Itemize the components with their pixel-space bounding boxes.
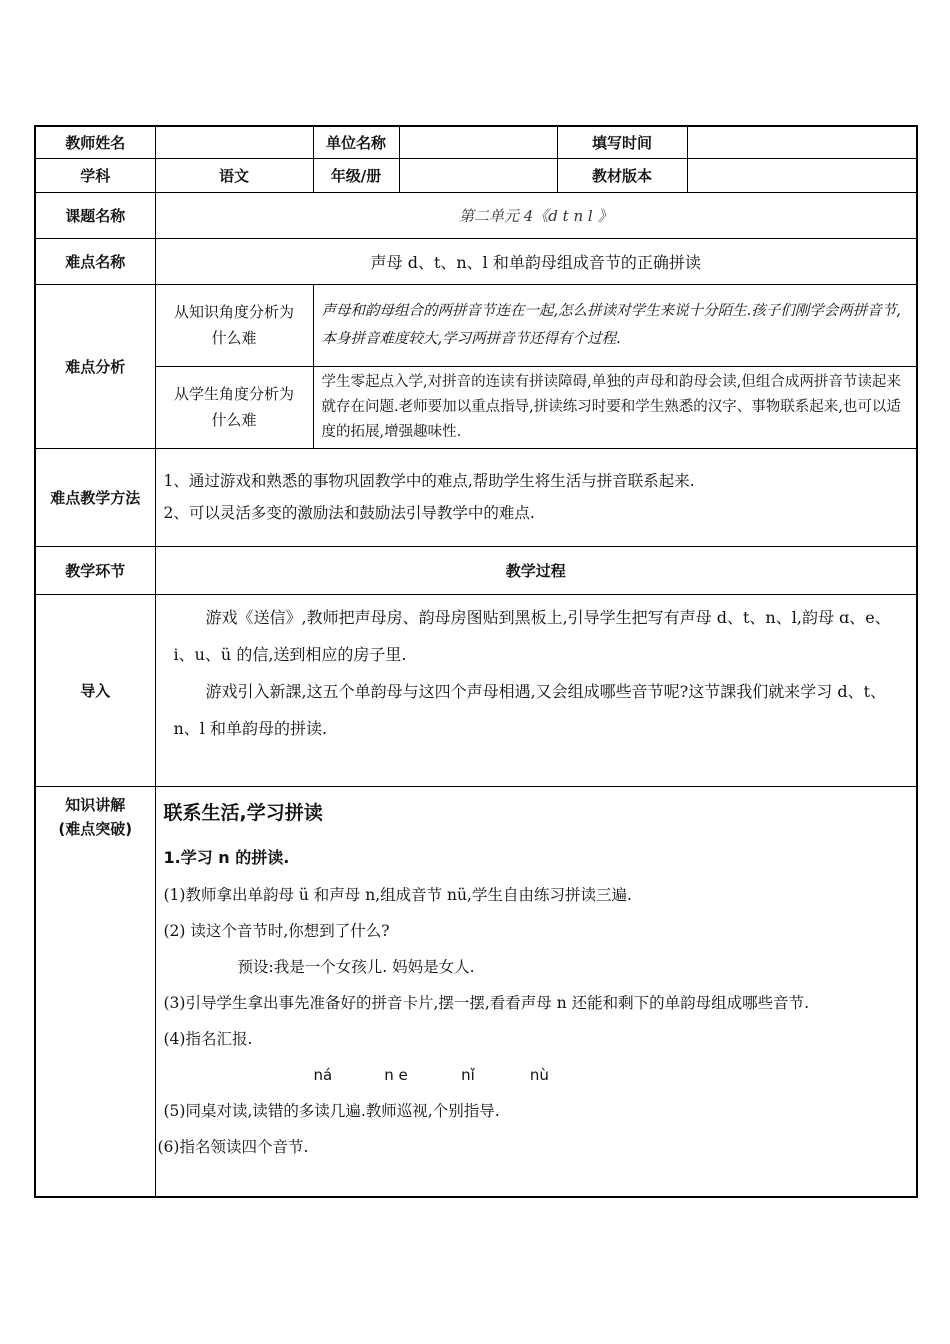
intro-label: 导入 — [35, 594, 155, 786]
unit-name-label: 单位名称 — [313, 126, 399, 158]
knowledge-label-line2: (难点突破) — [58, 819, 133, 838]
knowledge-row — [35, 786, 917, 1197]
intro-paragraph-2: 游戏引入新課,这五个单韵母与这四个声母相遇,又会组成哪些音节呢?这节課我们就来学习 d、t、n、l 和单韵母的拼读. — [173, 681, 887, 738]
step-3: (3)引导学生拿出事先准备好的拼音卡片,摆一摆,看看声母 n 还能和剩下的单韵母组成哪些音节. — [163, 993, 810, 1012]
method-item-1: 1、通过游戏和熟悉的事物巩固教学中的难点,帮助学生将生活与拼音联系起来. — [163, 472, 695, 490]
process-label: 教学过程 — [155, 546, 917, 594]
syllable: ná — [313, 1065, 333, 1084]
teacher-name-label: 教师姓名 — [35, 126, 155, 158]
method-label: 难点教学方法 — [35, 448, 155, 546]
knowledge-content — [155, 786, 917, 1197]
syllable-list — [164, 1057, 909, 1093]
grade-value — [399, 158, 557, 192]
analysis-row-knowledge — [35, 284, 917, 366]
fill-time-label: 填写时间 — [557, 126, 687, 158]
knowledge-angle-text: 声母和韵母组合的两拼音节连在一起,怎么拼读对学生来说十分陌生.孩子们刚学会两拼音节,本身拼音难度较大,学习两拼音节还得有个过程. — [313, 284, 917, 366]
knowledge-heading: 联系生活,学习拼读 — [163, 801, 323, 824]
method-content — [155, 448, 917, 546]
unit-name-value — [399, 126, 557, 158]
analysis-label: 难点分析 — [35, 284, 155, 448]
syllable: n e — [384, 1065, 408, 1084]
teacher-name-value — [155, 126, 313, 158]
step-5: (5)同桌对读,读错的多读几遍.教师巡视,个别指导. — [163, 1101, 500, 1120]
intro-paragraph-1: 游戏《送信》,教师把声母房、韵母房图贴到黑板上,引导学生把写有声母 d、t、n、l,韵母 ɑ、e、i、u、ü 的信,送到相应的房子里. — [173, 607, 891, 664]
lesson-plan — [34, 125, 916, 1198]
topic-row — [35, 192, 917, 238]
step-6: (6)指名领读四个音节. — [157, 1137, 309, 1156]
process-header-row — [35, 546, 917, 594]
textbook-label: 教材版本 — [557, 158, 687, 192]
topic-value: 第二单元 4《d t n l 》 — [155, 192, 917, 238]
grade-label: 年级/册 — [313, 158, 399, 192]
stage-label: 教学环节 — [35, 546, 155, 594]
syllable: nù — [529, 1065, 549, 1084]
difficulty-label: 难点名称 — [35, 238, 155, 284]
knowledge-steps — [157, 877, 909, 1165]
difficulty-row — [35, 238, 917, 284]
step-4: (4)指名汇报. — [163, 1029, 253, 1048]
syllable: nǐ — [461, 1065, 475, 1084]
step-preset: 预设:我是一个女孩儿. 妈妈是女人. — [237, 957, 475, 976]
fill-time-value — [687, 126, 917, 158]
analysis-row-student — [35, 366, 917, 448]
knowledge-angle-label: 从知识角度分析为什么难 — [155, 284, 313, 366]
header-row-1 — [35, 126, 917, 158]
knowledge-subheading: 1.学习 n 的拼读. — [163, 847, 290, 867]
step-1: (1)教师拿出单韵母 ü 和声母 n,组成音节 nü,学生自由练习拼读三遍. — [163, 885, 632, 904]
method-row — [35, 448, 917, 546]
step-2: (2) 读这个音节时,你想到了什么? — [163, 921, 390, 940]
method-item-2: 2、可以灵活多变的激励法和鼓励法引导教学中的难点. — [163, 504, 535, 522]
student-angle-text: 学生零起点入学,对拼音的连读有拼读障碍,单独的声母和韵母会读,但组合成两拼音节读起来就存在问题.老师要加以重点指导,拼读练习时要和学生熟悉的汉字、事物联系起来,也可以适度的拓展,增强趣味性. — [313, 366, 917, 448]
intro-row — [35, 594, 917, 786]
knowledge-label — [35, 786, 155, 1197]
knowledge-label-line1: 知识讲解 — [65, 795, 126, 814]
student-angle-label: 从学生角度分析为什么难 — [155, 366, 313, 448]
header-row-2 — [35, 158, 917, 192]
difficulty-value: 声母 d、t、n、l 和单韵母组成音节的正确拼读 — [155, 238, 917, 284]
subject-value: 语文 — [155, 158, 313, 192]
subject-label: 学科 — [35, 158, 155, 192]
textbook-value — [687, 158, 917, 192]
intro-content — [155, 594, 917, 786]
lesson-plan-table — [34, 125, 918, 1198]
topic-label: 课题名称 — [35, 192, 155, 238]
